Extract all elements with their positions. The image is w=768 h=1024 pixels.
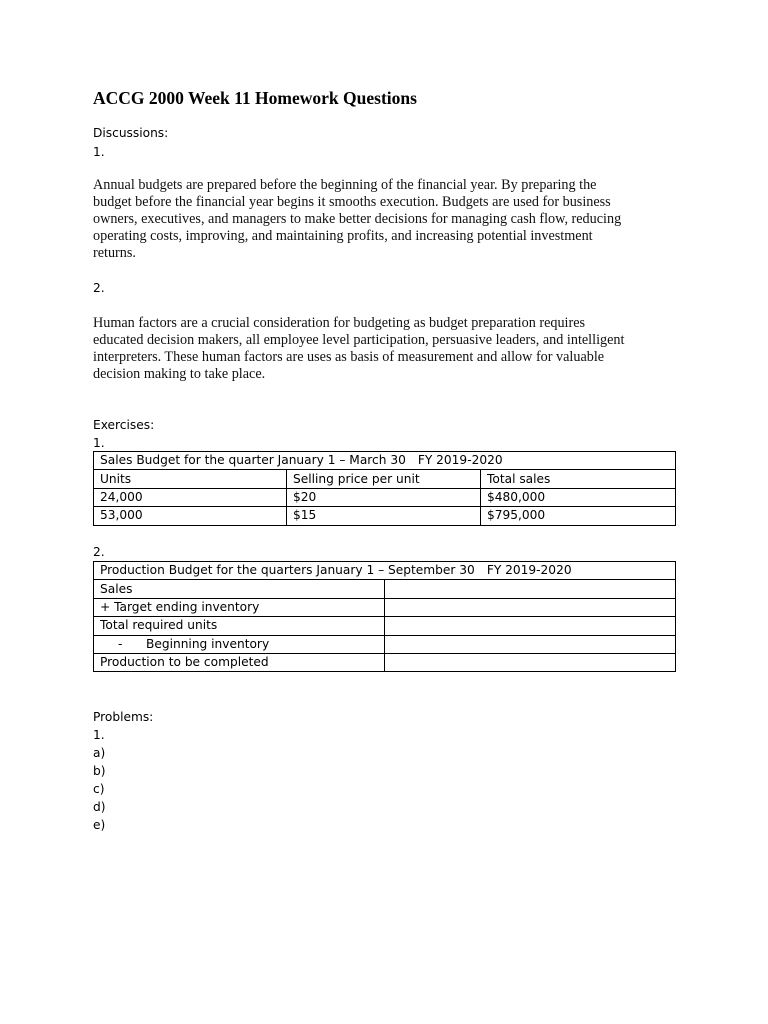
list-item: b): [93, 764, 106, 778]
list-item: c): [93, 782, 105, 796]
fiscal-year: FY 2019-2020: [486, 563, 572, 578]
page-title: ACCG 2000 Week 11 Homework Questions: [93, 88, 417, 108]
table-cell: $15: [287, 507, 481, 525]
exercises-heading: Exercises:: [93, 418, 155, 432]
discussion-2-answer: [93, 315, 675, 383]
paragraph-line: owners, executives, and managers to make better decisions for managing cash flow, reducing: [93, 211, 622, 227]
table-row: [94, 488, 676, 506]
table-title-row: [94, 562, 676, 580]
list-item: a): [93, 746, 106, 760]
paragraph-line: decision making to take place.: [93, 366, 266, 382]
table-cell: 24,000: [94, 488, 287, 506]
table-row: [94, 580, 676, 598]
table-row: [94, 507, 676, 525]
paragraph-line: operating costs, improving, and maintaining profits, and increasing potential investment: [93, 228, 593, 244]
problem-1-parts: [93, 744, 106, 834]
table-cell: $480,000: [481, 488, 676, 506]
row-label-indented: [94, 635, 385, 653]
table-title: Sales Budget for the quarter January 1 – March 30: [100, 453, 406, 468]
paragraph-line: educated decision makers, all employee level participation, persuasive leaders, and intelligent: [93, 332, 625, 348]
list-item: e): [93, 818, 106, 832]
table-title-cell: [94, 562, 676, 580]
fiscal-year: FY 2019-2020: [417, 453, 503, 468]
production-budget-table-wrapper: [93, 561, 676, 672]
paragraph-line: interpreters. These human factors are uses as basis of measurement and allow for valuable: [93, 349, 605, 365]
discussion-2-number: 2.: [93, 281, 105, 295]
table-title-row: [94, 452, 676, 470]
row-label: + Target ending inventory: [94, 598, 385, 616]
sales-budget-table-wrapper: [93, 451, 676, 526]
table-title: Production Budget for the quarters January 1 – September 30: [100, 563, 475, 578]
discussions-heading: Discussions:: [93, 126, 169, 140]
row-label: Production to be completed: [94, 653, 385, 671]
table-cell: [385, 617, 676, 635]
production-budget-table: [93, 561, 676, 672]
table-title-cell: [94, 452, 676, 470]
column-header: Selling price per unit: [287, 470, 481, 488]
discussion-1-number: 1.: [93, 145, 105, 159]
table-cell: $795,000: [481, 507, 676, 525]
table-row: [94, 598, 676, 616]
column-header: Units: [94, 470, 287, 488]
row-label: Sales: [94, 580, 385, 598]
table-cell: 53,000: [94, 507, 287, 525]
problem-1-number: 1.: [93, 728, 105, 742]
table-cell: $20: [287, 488, 481, 506]
problems-heading: Problems:: [93, 710, 154, 724]
paragraph-line: returns.: [93, 245, 136, 261]
exercise-1-number: 1.: [93, 436, 105, 450]
column-header: Total sales: [481, 470, 676, 488]
table-row: [94, 635, 676, 653]
table-cell: [385, 580, 676, 598]
table-row: [94, 653, 676, 671]
paragraph-line: Human factors are a crucial consideration for budgeting as budget preparation requires: [93, 315, 586, 331]
table-cell: [385, 635, 676, 653]
paragraph-line: budget before the financial year begins it smooths execution. Budgets are used for business: [93, 194, 611, 210]
row-label: Total required units: [94, 617, 385, 635]
table-header-row: [94, 470, 676, 488]
list-item: d): [93, 800, 106, 814]
table-cell: [385, 653, 676, 671]
paragraph-line: Annual budgets are prepared before the beginning of the financial year. By preparing the: [93, 177, 597, 193]
table-row: [94, 617, 676, 635]
dash-prefix: -: [118, 636, 123, 651]
discussion-1-answer: [93, 177, 675, 262]
exercise-2-number: 2.: [93, 545, 105, 559]
sales-budget-table: [93, 451, 676, 526]
table-cell: [385, 598, 676, 616]
row-label: Beginning inventory: [146, 636, 270, 651]
